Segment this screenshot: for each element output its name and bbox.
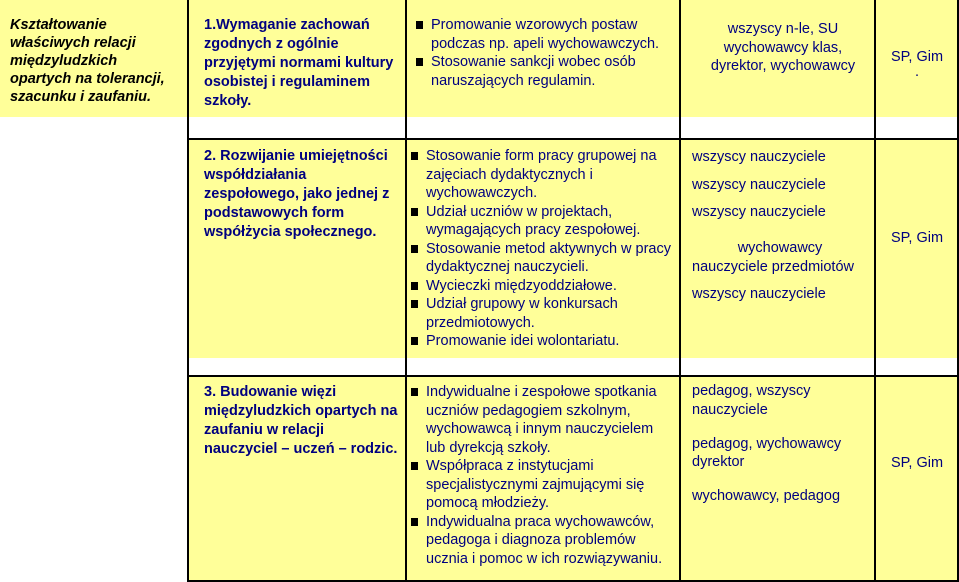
responsible-line: wychowawcy, pedagog (692, 488, 841, 504)
responsible-line: pedagog, wychowawcy (692, 435, 842, 452)
responsible-line: pedagog, wszyscy (692, 383, 811, 399)
responsible-line: dyrektor (692, 454, 745, 470)
task-2 (204, 147, 400, 242)
term-2 (877, 229, 957, 248)
list-item: Wycieczki międzyoddziałowe. (409, 277, 671, 296)
list-item: Indywidualna praca wychowawców, pedagoga i diagnoza problemów ucznia i pomoc w ich rozwiązywaniu. (409, 513, 675, 569)
task-1 (204, 16, 400, 111)
responsible-line: wszyscy nauczyciele (692, 149, 826, 165)
task-number: 1. (204, 17, 217, 33)
responsible-line: nauczyciele (692, 401, 768, 418)
list-item: Udział grupowy w konkursach przedmiotowych. (409, 295, 671, 332)
goal-title: Kształtowanie właściwych relacji międzyludzkich opartych na tolerancji, szacunku i zaufaniu. (10, 17, 165, 105)
task-text: Rozwijanie umiejętności współdziałania zespołowego, jako jednej z podstawowych form współżycia społecznego. (204, 148, 390, 240)
term-value: SP, Gim (890, 455, 944, 471)
responsible-2 (692, 148, 868, 303)
term-1 (877, 48, 957, 80)
actions-list-2 (409, 147, 671, 351)
task-3 (204, 383, 400, 459)
responsible-1 (698, 20, 868, 76)
responsible-line: nauczyciele przedmiotów (692, 258, 854, 275)
task-text: Budowanie więzi międzyludzkich opartych na zaufaniu w relacji nauczyciel – uczeń – rodzic. (204, 384, 398, 457)
term-3 (877, 454, 957, 473)
cell-term-2 (876, 140, 959, 358)
responsible-3 (692, 382, 841, 506)
actions-list-1 (414, 16, 672, 90)
responsible-line: wszyscy n-le, SU (727, 21, 839, 37)
grid-line (874, 0, 876, 582)
term-value: SP, Gim (890, 230, 944, 246)
grid-line (679, 0, 681, 582)
task-number: 3. (204, 384, 217, 400)
term-extra: . (914, 63, 920, 80)
list-item: Promowanie wzorowych postaw podczas np. apeli wychowawczych. (414, 16, 672, 53)
task-text: Wymaganie zachowań zgodnych z ogólnie przyjętymi normami kultury osobistej i regulaminem szkoły. (204, 17, 394, 109)
list-item: Stosowanie sankcji wobec osób naruszających regulamin. (414, 53, 672, 90)
responsible-line: wychowawcy (737, 240, 823, 256)
cell-term-3 (876, 377, 959, 582)
list-item: Indywidualne i zespołowe spotkania uczniów pedagogiem szkolnym, wychowawcą i innym nauczycielem lub dyrekcją szkoły. (409, 383, 675, 457)
task-number: 2. (204, 148, 217, 164)
responsible-line: wszyscy nauczyciele (692, 285, 826, 302)
responsible-line: dyrektor, wychowawcy (710, 58, 856, 74)
list-item: Udział uczniów w projektach, wymagających pracy zespołowej. (409, 203, 671, 240)
grid-line (405, 0, 407, 582)
list-item: Stosowanie metod aktywnych w pracy dydaktycznej nauczycieli. (409, 240, 671, 277)
grid-line (187, 375, 959, 377)
responsible-line: wszyscy nauczyciele (692, 177, 826, 193)
responsible-line: wychowawcy klas, (723, 39, 843, 56)
actions-list-3 (409, 383, 675, 568)
term-value: SP, Gim (890, 49, 944, 65)
list-item: Współpraca z instytucjami specjalistycznymi zajmującymi się pomocą młodzieży. (409, 457, 675, 513)
list-item: Stosowanie form pracy grupowej na zajęciach dydaktycznych i wychowawczych. (409, 147, 671, 203)
grid-line (187, 138, 959, 140)
responsible-line: wszyscy nauczyciele (692, 204, 826, 220)
list-item: Promowanie idei wolontariatu. (409, 332, 671, 351)
grid-line (187, 0, 189, 582)
